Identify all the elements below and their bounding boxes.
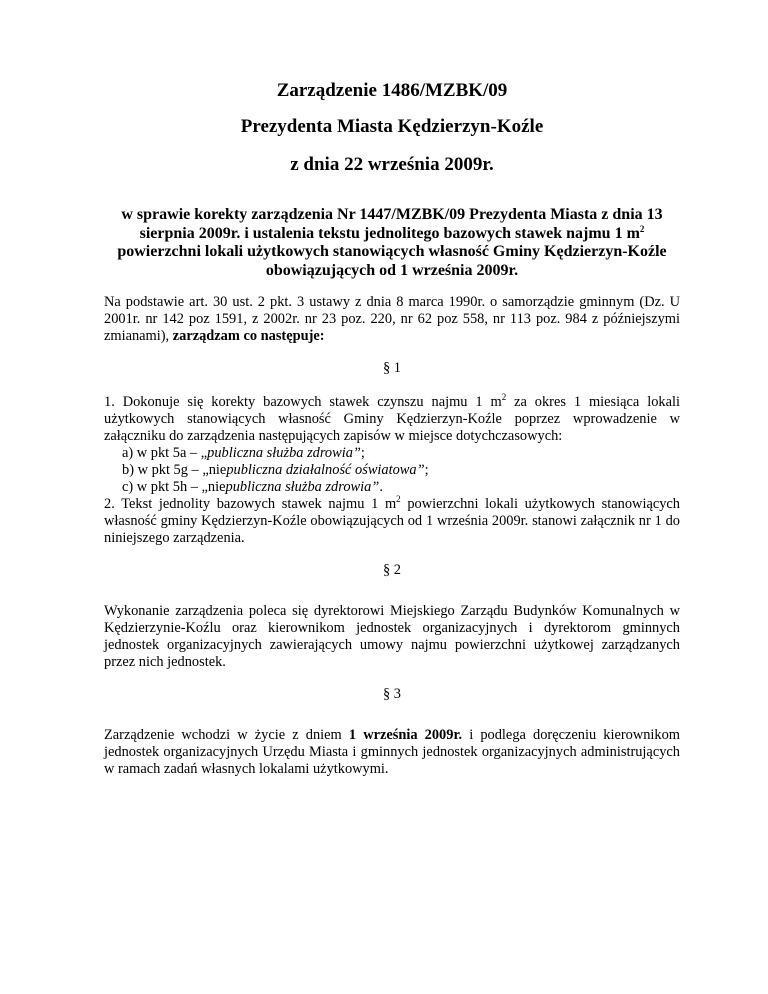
section-2-paragraph: Wykonanie zarządzenia poleca się dyrektorowi Miejskiego Zarządu Budynków Komunalnych w Kędzierzynie-Koźlu oraz kierownikom jednostek organizacyjnych i dyrektorom gminnych jednostek organizacyjnych zawierających umowy najmu powierzchni użytkowej zarządzanych przez nich jednostek. bbox=[104, 603, 680, 670]
section-1-heading: § 1 bbox=[383, 360, 401, 376]
document-title: Zarządzenie 1486/MZBK/09 bbox=[276, 80, 508, 101]
section-3-paragraph: Zarządzenie wchodzi w życie z dniem 1 września 2009r. i podlega doręczeniu kierownikom jednostek organizacyjnych Urzędu Miasta i gminnych jednostek organizacyjnych administrujących w ramach zadań własnych lokalami użytkowymi. bbox=[104, 727, 680, 777]
list-item: a) w pkt 5a – „publiczna służba zdrowia”; bbox=[122, 445, 365, 461]
list-item: b) w pkt 5g – „niepubliczna działalność oświatowa”; bbox=[122, 462, 429, 478]
section-1-paragraph-1: 1. Dokonuje się korekty bazowych stawek czynszu najmu 1 $m^2$ za okres 1 miesiąca lokali użytkowych stanowiących własność Gminy Kędzierzyn-Koźle poprzez wprowadzenie w załączniku do zarządzenia następujących zapisów w miejsce dotychczasowych: bbox=[104, 392, 680, 444]
document-issuer: Prezydenta Miasta Kędzierzyn-Koźle bbox=[240, 116, 544, 137]
legal-basis: Na podstawie art. 30 ust. 2 pkt. 3 ustawy z dnia 8 marca 1990r. o samorządzie gminnym (Dz. U 2001r. nr 142 poz 1591, z 2002r. nr 23 poz. 220, nr 62 poz 558, nr 113 poz. 984 z późniejszymi zmianami), zarządzam co następuje: bbox=[104, 294, 680, 344]
section-3-heading: § 3 bbox=[383, 686, 401, 702]
list-item: c) w pkt 5h – „niepubliczna służba zdrowia”. bbox=[122, 479, 383, 495]
document-subject: w sprawie korekty zarządzenia Nr 1447/MZBK/09 Prezydenta Miasta z dnia 13 sierpnia 2009r. i ustalenia tekstu jednolitego bazowych stawek najmu 1 $m^2$ powierzchni lokali użytkowych stanowiących własność Gminy Kędzierzyn-Koźle obowiązujących od 1 września 2009r. bbox=[117, 206, 667, 279]
document-page bbox=[104, 80, 680, 778]
section-2-heading: § 2 bbox=[383, 562, 401, 578]
amendment-list bbox=[104, 445, 680, 496]
document-date: z dnia 22 września 2009r. bbox=[290, 154, 494, 175]
section-1-paragraph-2: 2. Tekst jednolity bazowych stawek najmu 1 $m^2$ powierzchni lokali użytkowych stanowiących własność gminy Kędzierzyn-Koźle obowiązujących od 1 września 2009r. stanowi załącznik nr 1 do niniejszego zarządzenia. bbox=[104, 494, 680, 546]
